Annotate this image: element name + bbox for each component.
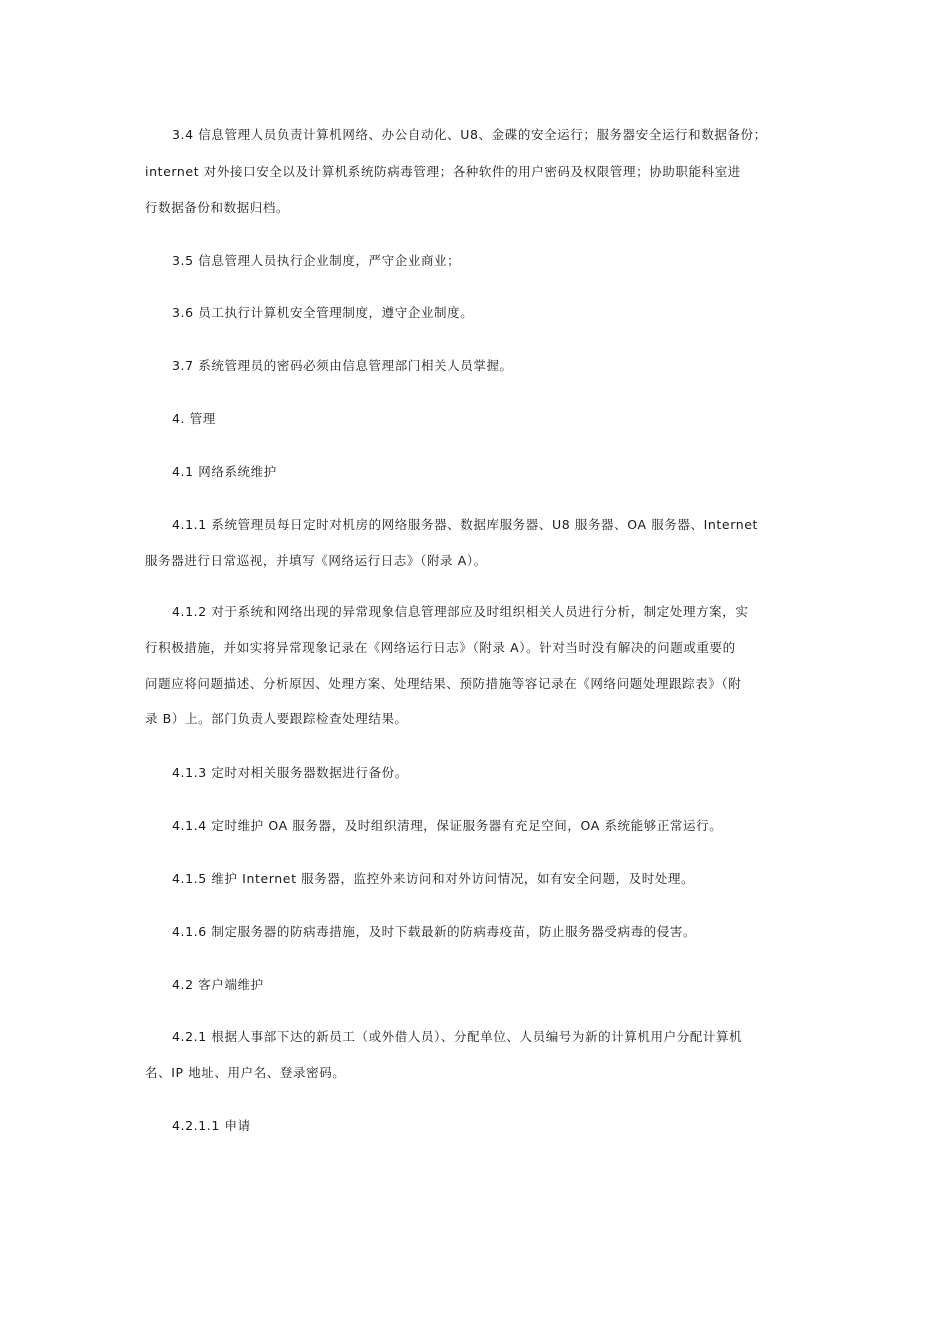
text-line-4-1-4: 4.1.4 定时维护 OA 服务器，及时组织清理，保证服务器有充足空间，OA 系统能够正常运行。	[172, 818, 723, 833]
text-line-4-1-5: 4.1.5 维护 Internet 服务器，监控外来访问和对外访问情况，如有安全问题，及时处理。	[172, 871, 695, 886]
text-line-3-4: 3.4 信息管理人员负责计算机网络、办公自动化、U8、金碟的安全运行；服务器安全运行和数据备份；	[172, 127, 767, 142]
text-line-3-7: 3.7 系统管理员的密码必须由信息管理部门相关人员掌握。	[172, 358, 513, 373]
section-heading-4: 4. 管理	[172, 411, 216, 426]
text-line-4-1-2-cont-3: 录 B）上。部门负责人要跟踪检查处理结果。	[145, 711, 408, 726]
section-heading-4-1: 4.1 网络系统维护	[172, 464, 277, 479]
text-line-4-1-3: 4.1.3 定时对相关服务器数据进行备份。	[172, 765, 408, 780]
text-line-4-1-1-cont: 服务器进行日常巡视，并填写《网络运行日志》（附录 A）。	[145, 553, 487, 568]
text-line-3-6: 3.6 员工执行计算机安全管理制度，遵守企业制度。	[172, 305, 474, 320]
text-line-4-1-2-cont-1: 行积极措施，并如实将异常现象记录在《网络运行日志》（附录 A）。针对当时没有解决的问题或重要的	[145, 640, 736, 655]
text-line-3-5: 3.5 信息管理人员执行企业制度，严守企业商业；	[172, 253, 461, 268]
text-line-4-1-2: 4.1.2 对于系统和网络出现的异常现象信息管理部应及时组织相关人员进行分析，制定处理方案，实	[172, 604, 749, 619]
text-line-4-1-6: 4.1.6 制定服务器的防病毒措施，及时下载最新的防病毒疫苗，防止服务器受病毒的侵害。	[172, 924, 697, 939]
text-line-3-4-cont-2: 行数据备份和数据归档。	[145, 200, 290, 215]
text-line-4-2-1: 4.2.1 根据人事部下达的新员工（或外借人员）、分配单位、人员编号为新的计算机用户分配计算机	[172, 1029, 743, 1044]
text-line-4-1-2-cont-2: 问题应将问题描述、分析原因、处理方案、处理结果、预防措施等容记录在《网络问题处理跟踪表》（附	[145, 676, 742, 691]
section-heading-4-2: 4.2 客户端维护	[172, 977, 264, 992]
text-line-3-4-cont-1: internet 对外接口安全以及计算机系统防病毒管理；各种软件的用户密码及权限管理；协助职能科室进	[145, 164, 741, 179]
section-heading-4-2-1-1: 4.2.1.1 申请	[172, 1118, 251, 1133]
text-line-4-2-1-cont: 名、IP 地址、用户名、登录密码。	[145, 1065, 346, 1080]
text-line-4-1-1: 4.1.1 系统管理员每日定时对机房的网络服务器、数据库服务器、U8 服务器、OA 服务器、Internet	[172, 517, 759, 532]
